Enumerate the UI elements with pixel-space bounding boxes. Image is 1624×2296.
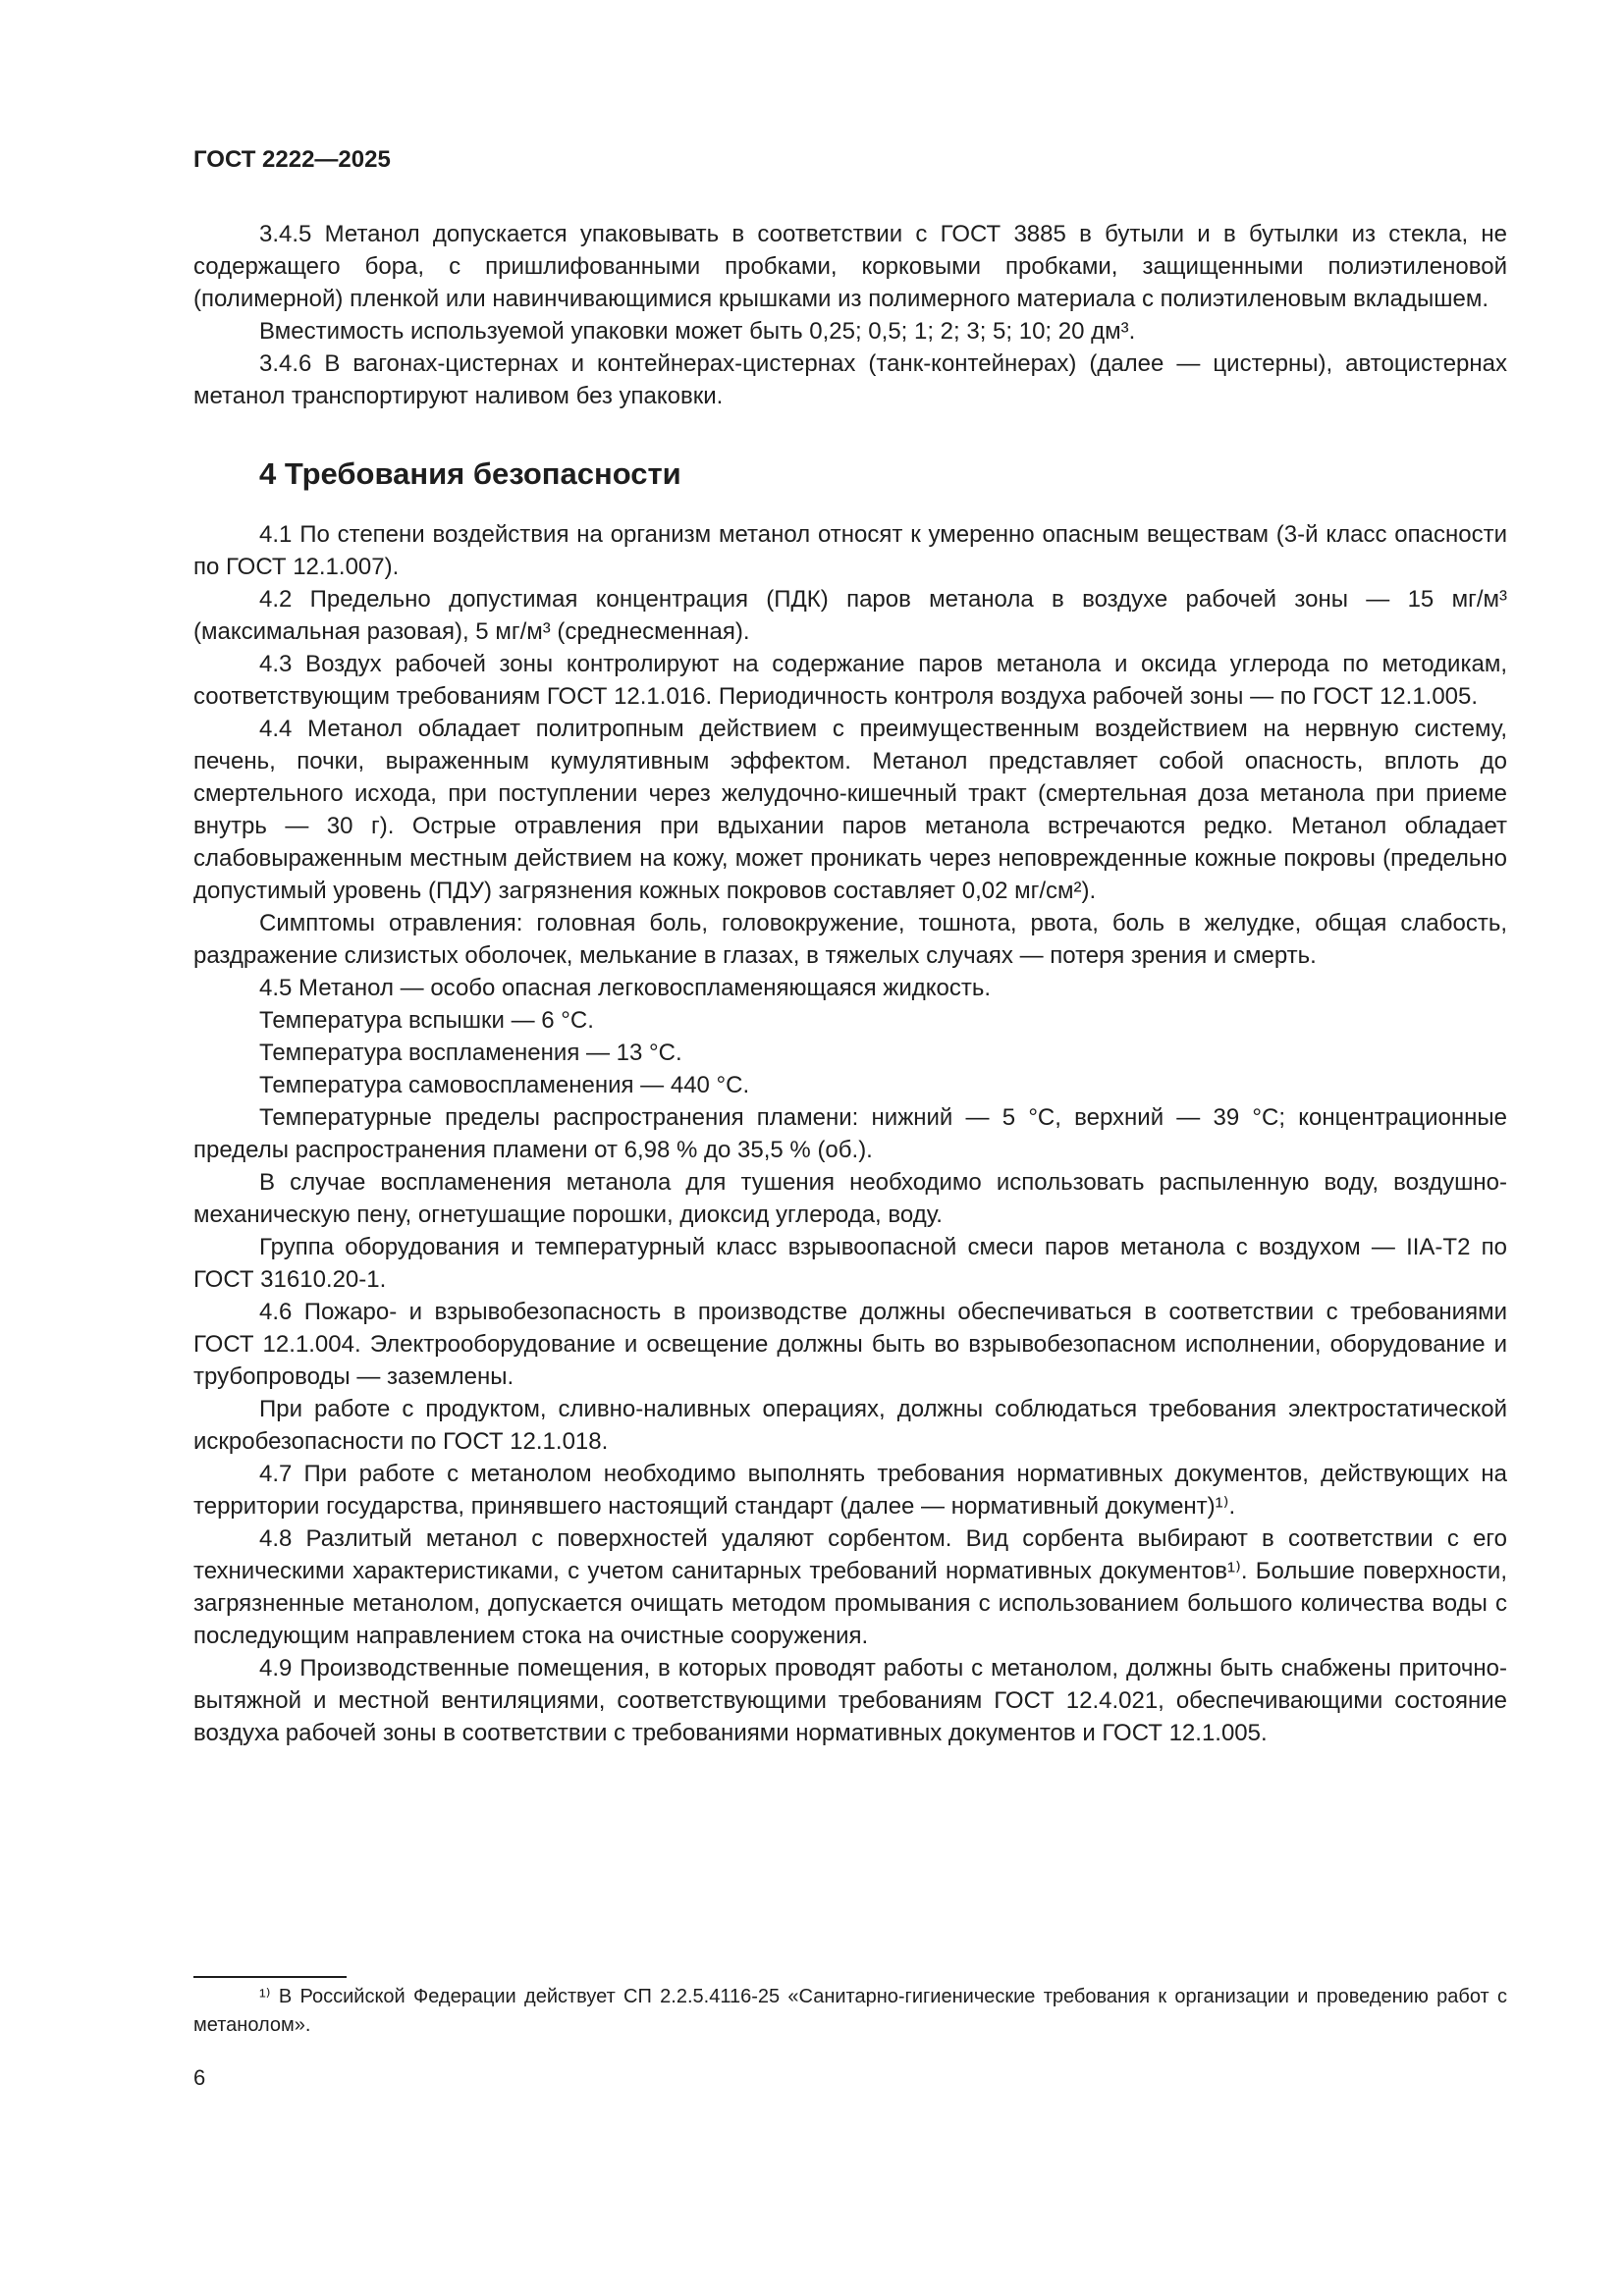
paragraph-4-2: 4.2 Предельно допустимая концентрация (ПДК) паров метанола в воздухе рабочей зоны — 15 мг/м³ (максимальная разовая), 5 мг/м³ (среднесменная). (193, 586, 1507, 645)
paragraph-flame-limits: Температурные пределы распространения пламени: нижний — 5 °С, верхний — 39 °С; концентрационные пределы распространения пламени от 6,98 % до 35,5 % (об.). (193, 1104, 1507, 1163)
section-4-heading: 4 Требования безопасности (259, 456, 681, 491)
paragraph-4-5: 4.5 Метанол — особо опасная легковоспламеняющаяся жидкость. (259, 975, 992, 1001)
document-header: ГОСТ 2222—2025 (193, 146, 391, 173)
paragraph-3-4-6: 3.4.6 В вагонах-цистернах и контейнерах-цистернах (танк-контейнерах) (далее — цистерны), автоцистернах метанол транспортируют наливом без упаковки. (193, 350, 1507, 409)
page-number: 6 (193, 2065, 206, 2090)
paragraph-ignition-temp: Температура воспламенения — 13 °С. (259, 1040, 682, 1066)
paragraph-3-4-5: 3.4.5 Метанол допускается упаковывать в соответствии с ГОСТ 3885 в бутыли и в бутылки из стекла, не содержащего бора, с пришлифованными пробками, корковыми пробками, защищенными полиэтиленовой (полимерной) пленкой или навинчивающимися крышками из полимерного материала с полиэтиленовым вкладышем. (193, 221, 1507, 312)
paragraph-autoignition-temp: Температура самовоспламенения — 440 °С. (259, 1072, 750, 1098)
paragraph-4-1: 4.1 По степени воздействия на организм метанол относят к умеренно опасным веществам (3-й класс опасности по ГОСТ 12.1.007). (193, 521, 1507, 580)
paragraph-4-9: 4.9 Производственные помещения, в которых проводят работы с метанолом, должны быть снабжены приточно-вытяжной и местной вентиляциями, соответствующими требованиям ГОСТ 12.4.021, обеспечивающими состояние воздуха рабочей зоны в соответствии с требованиями нормативных документов и ГОСТ 12.1.005. (193, 1655, 1507, 1746)
paragraph-4-8: 4.8 Разлитый метанол с поверхностей удаляют сорбентом. Вид сорбента выбирают в соответствии с его техническими характеристиками, с учетом санитарных требований нормативных документов¹⁾. Большие поверхности, загрязненные метанолом, допускается очищать методом промывания с использованием большого количества воды с последующим направлением стока на очистные сооружения. (193, 1525, 1507, 1649)
footnote: ¹⁾ В Российской Федерации действует СП 2.2.5.4116-25 «Санитарно-гигиенические требования к организации и проведению работ с метанолом». (193, 1986, 1507, 2036)
paragraph-electrostatic: При работе с продуктом, сливно-наливных операциях, должны соблюдаться требования электростатической искробезопасности по ГОСТ 12.1.018. (193, 1396, 1507, 1455)
paragraph-4-7: 4.7 При работе с метанолом необходимо выполнять требования нормативных документов, действующих на территории государства, принявшего настоящий стандарт (далее — нормативный документ)¹⁾. (193, 1461, 1507, 1520)
paragraph-4-6: 4.6 Пожаро- и взрывобезопасность в производстве должны обеспечиваться в соответствии с требованиями ГОСТ 12.1.004. Электрооборудование и освещение должны быть во взрывобезопасном исполнении, оборудование и трубопроводы — заземлены. (193, 1299, 1507, 1390)
paragraph-flash-point: Температура вспышки — 6 °С. (259, 1007, 594, 1034)
paragraph-symptoms: Симптомы отравления: головная боль, головокружение, тошнота, рвота, боль в желудке, общая слабость, раздражение слизистых оболочек, мелькание в глазах, в тяжелых случаях — потеря зрения и смерть. (193, 910, 1507, 969)
footnote-separator (193, 1976, 347, 1978)
paragraph-4-4: 4.4 Метанол обладает политропным действием с преимущественным воздействием на нервную систему, печень, почки, выраженным кумулятивным эффектом. Метанол представляет собой опасность, вплоть до смертельного исхода, при поступлении через желудочно-кишечный тракт (смертельная доза метанола при приеме внутрь — 30 г). Острые отравления при вдыхании паров метанола встречаются редко. Метанол обладает слабовыраженным местным действием на кожу, может проникать через неповрежденные кожные покровы (предельно допустимый уровень (ПДУ) загрязнения кожных покровов составляет 0,02 мг/см²). (193, 716, 1507, 904)
document-page (193, 145, 1507, 1749)
paragraph-extinguishing: В случае воспламенения метанола для тушения необходимо использовать распыленную воду, воздушно-механическую пену, огнетушащие порошки, диоксид углерода, воду. (193, 1169, 1507, 1228)
paragraph-package-capacity: Вместимость используемой упаковки может быть 0,25; 0,5; 1; 2; 3; 5; 10; 20 дм³. (259, 318, 1136, 345)
section-3-continuation (193, 218, 1507, 412)
paragraph-4-3: 4.3 Воздух рабочей зоны контролируют на содержание паров метанола и оксида углерода по методикам, соответствующим требованиям ГОСТ 12.1.016. Периодичность контроля воздуха рабочей зоны — по ГОСТ 12.1.005. (193, 651, 1507, 710)
section-4-body (193, 518, 1507, 1749)
paragraph-equipment-group: Группа оборудования и температурный класс взрывоопасной смеси паров метанола с воздухом — IIA-T2 по ГОСТ 31610.20-1. (193, 1234, 1507, 1293)
